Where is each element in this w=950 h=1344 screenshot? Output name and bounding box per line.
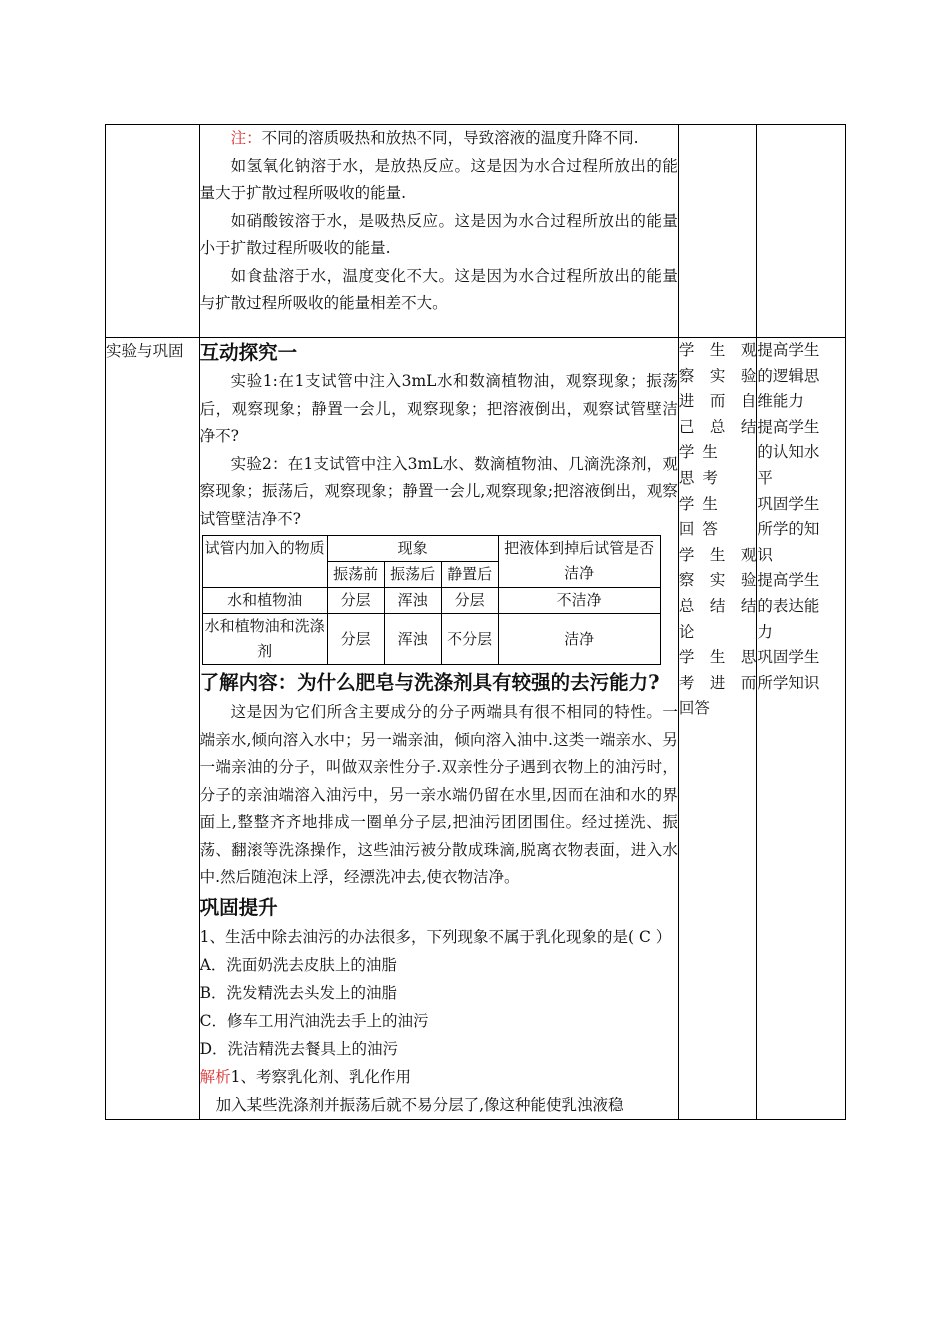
- table-header-row: [202, 536, 660, 562]
- subheader-before: 振荡前: [327, 562, 384, 588]
- design-intent-line: 的逻辑思: [757, 366, 820, 385]
- student-activity-line: 学生: [678, 443, 726, 462]
- paragraph: 如氢氧化钠溶于水，是放热反应。这是因为水合过程所放出的能量大于扩散过程所吸收的能量.: [199, 156, 678, 202]
- analysis-text: 1、考察乳化剂、乳化作用: [230, 1068, 412, 1086]
- cell-before: 分层: [327, 614, 384, 665]
- student-activity-line: 论: [678, 622, 695, 641]
- design-intent-line: 提高学生: [757, 341, 820, 359]
- design-intent-line: 的表达能: [757, 596, 820, 615]
- design-intent-line: 提高学生: [757, 571, 820, 590]
- subheader-still: 静置后: [441, 562, 498, 588]
- option-b: B．洗发精洗去头发上的油脂: [199, 984, 398, 1002]
- stage-label: 实验与巩固: [106, 342, 184, 360]
- student-activity-line: 学生: [678, 494, 726, 513]
- analysis-line: [200, 1063, 678, 1091]
- design-intent-line: 所学的知: [757, 520, 820, 539]
- cell-after: 浑浊: [384, 614, 441, 665]
- option-c: C．修车工用汽油洗去手上的油污: [199, 1012, 429, 1030]
- paragraph: 如硝酸铵溶于水，是吸热反应。这是因为水合过程所放出的能量小于扩散过程所吸收的能量.: [199, 211, 678, 257]
- header-phenomenon: 现象: [327, 536, 498, 562]
- student-activity-line: 思考: [678, 468, 726, 487]
- design-intent-line: 提高学生: [757, 417, 820, 436]
- analysis-label: 解析: [199, 1068, 231, 1086]
- design-intent-line: 平: [757, 468, 773, 487]
- design-intent-cell: [757, 338, 846, 1120]
- student-activity-line: 学生思: [678, 648, 757, 667]
- option-a: A．洗面奶洗去皮肤上的油脂: [199, 956, 397, 974]
- cell-clean: 不洁净: [498, 588, 660, 614]
- cell-still: 分层: [441, 588, 498, 614]
- header-clean: 把液体到掉后试管是否洁净: [498, 536, 660, 588]
- student-activity-line: 总结结: [678, 596, 757, 615]
- design-intent-line: 所学知识: [757, 673, 820, 692]
- cell-substance: 水和植物油: [202, 588, 327, 614]
- paragraph-truncated: 加入某些洗涤剂并振荡后就不易分层了,像这种能使乳浊液稳: [215, 1096, 624, 1114]
- stage-cell-empty: [106, 125, 200, 338]
- cell-substance: 水和植物油和洗涤剂: [202, 614, 327, 665]
- subheader-after: 振荡后: [384, 562, 441, 588]
- design-intent-line: 巩固学生: [757, 648, 820, 667]
- student-activity-cell-empty: [678, 125, 757, 338]
- student-activity-line: 回答: [678, 699, 710, 718]
- student-activity-line: 察实验: [678, 571, 757, 590]
- table-row: [106, 338, 846, 1120]
- header-substance: 试管内加入的物质: [202, 536, 327, 588]
- design-intent-cell-empty: [757, 125, 846, 338]
- student-activity-line: 己总结: [678, 417, 757, 436]
- table-row: [202, 588, 660, 614]
- content-cell: [199, 338, 678, 1120]
- note-paragraph: [200, 125, 678, 153]
- design-intent-line: 巩固学生: [757, 494, 820, 513]
- student-activity-line: 回答: [678, 520, 726, 539]
- student-activity-line: 学生观: [678, 341, 757, 359]
- cell-before: 分层: [327, 588, 384, 614]
- experiment-1-text: 实验1:在1支试管中注入3mL水和数滴植物油，观察现象；振荡后，观察现象；静置一会儿，观察现象；把溶液倒出，观察试管壁洁净不?: [199, 372, 678, 445]
- section-heading: 巩固提升: [199, 895, 278, 919]
- student-activity-cell: [678, 338, 757, 1120]
- content-cell: [199, 125, 678, 338]
- question-1: 1、生活中除去油污的办法很多，下列现象不属于乳化现象的是( C ）: [199, 927, 672, 946]
- cell-clean: 洁净: [498, 614, 660, 665]
- cell-still: 不分层: [441, 614, 498, 665]
- observation-table: [202, 535, 661, 665]
- section-heading: 了解内容：为什么肥皂与洗涤剂具有较强的去污能力?: [199, 671, 660, 694]
- student-activity-line: 察实验: [678, 366, 757, 385]
- lesson-plan-table: [105, 124, 846, 1120]
- design-intent-line: 的认知水: [757, 443, 820, 462]
- learn-paragraph: 这是因为它们所含主要成分的分子两端具有很不相同的特性。一端亲水,倾向溶入水中；另一端亲油，倾向溶入油中.这类一端亲水、另一端亲油的分子，叫做双亲性分子.双亲性分子遇到衣物上的油污时，分子的亲油端溶入油污中，另一亲水端仍留在水里,因而在油和水的界面上,整整齐齐地排成一圈单分子层,把油污团团围住。经过搓洗、振荡、翻滚等洗涤操作，这些油污被分散成珠滴,脱离衣物表面，进入水中.然后随泡沫上浮，经漂洗冲去,使衣物洁净。: [199, 703, 678, 886]
- table-row: [106, 125, 846, 338]
- student-activity-line: 学生观: [678, 545, 757, 564]
- student-activity-line: 进而自: [678, 392, 757, 411]
- paragraph: 如食盐溶于水，温度变化不大。这是因为水合过程所放出的能量与扩散过程所吸收的能量相差不大。: [199, 266, 678, 312]
- design-intent-line: 维能力: [757, 392, 804, 411]
- design-intent-line: 识: [757, 545, 773, 564]
- stage-cell: [106, 338, 200, 1120]
- student-activity-line: 考进而: [678, 673, 757, 692]
- note-label: 注：: [230, 129, 262, 147]
- section-heading: 互动探究一: [199, 341, 298, 364]
- cell-after: 浑浊: [384, 588, 441, 614]
- experiment-2-text: 实验2：在1支试管中注入3mL水、数滴植物油、几滴洗涤剂，观察现象；振荡后，观察现象；静置一会儿,观察现象;把溶液倒出，观察试管壁洁净不?: [199, 454, 678, 528]
- option-d: D．洗洁精洗去餐具上的油污: [199, 1040, 399, 1058]
- design-intent-line: 力: [757, 622, 773, 641]
- note-text: 不同的溶质吸热和放热不同，导致溶液的温度升降不同.: [261, 129, 639, 147]
- table-row: [202, 614, 660, 665]
